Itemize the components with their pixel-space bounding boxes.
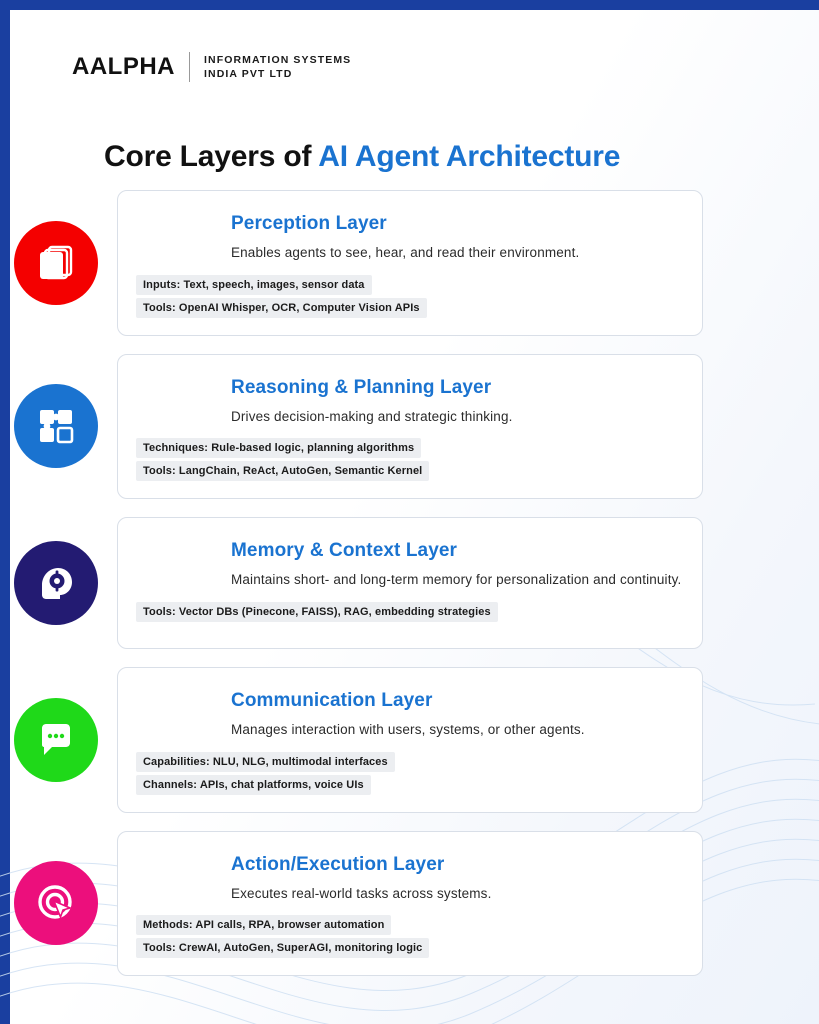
layer-title: Action/Execution Layer <box>231 853 445 875</box>
layer-chip: Tools: OpenAI Whisper, OCR, Computer Vision APIs <box>136 298 427 318</box>
layer-description: Enables agents to see, hear, and read their environment. <box>231 245 580 260</box>
layer-chip: Inputs: Text, speech, images, sensor data <box>136 275 372 295</box>
layer-chip: Tools: LangChain, ReAct, AutoGen, Semantic Kernel <box>136 461 429 481</box>
layer-card-memory <box>117 517 703 649</box>
layer-chip: Methods: API calls, RPA, browser automation <box>136 915 391 935</box>
layer-title: Memory & Context Layer <box>231 540 458 562</box>
layer-chips <box>136 915 684 961</box>
puzzle-pieces-icon <box>14 384 98 468</box>
left-accent-bar <box>0 0 10 1024</box>
logo-divider <box>189 52 190 82</box>
layer-description: Drives decision-making and strategic thinking. <box>231 408 513 424</box>
page-title-accent: AI Agent Architecture <box>318 140 621 174</box>
layer-card-perception <box>117 190 703 336</box>
chat-bubble-icon <box>14 698 98 782</box>
company-logo <box>72 52 351 82</box>
page-title <box>104 140 620 174</box>
layer-description: Executes real-world tasks across systems. <box>231 885 492 901</box>
layer-description: Maintains short- and long-term memory for personalization and continuity. <box>231 572 682 588</box>
logo-subtitle-line1: INFORMATION SYSTEMS <box>204 53 352 66</box>
layer-chips <box>136 752 684 798</box>
head-gear-icon <box>14 541 98 625</box>
logo-wordmark: AALPHA <box>72 53 175 80</box>
stacked-documents-icon <box>14 221 98 305</box>
layer-title: Reasoning & Planning Layer <box>231 376 492 398</box>
layer-chips <box>136 438 684 484</box>
page-title-lead: Core Layers of <box>104 140 319 174</box>
layer-card-reasoning <box>117 354 703 500</box>
top-accent-bar <box>0 0 819 10</box>
layer-chips <box>136 275 684 321</box>
layer-chip: Tools: CrewAI, AutoGen, SuperAGI, monitoring logic <box>136 938 429 958</box>
layer-title: Communication Layer <box>231 690 433 712</box>
layer-chip: Channels: APIs, chat platforms, voice UIs <box>136 775 371 795</box>
logo-subtitle-line2: INDIA PVT LTD <box>204 68 293 80</box>
layer-chips <box>136 602 684 625</box>
layer-title: Perception Layer <box>231 213 387 234</box>
layer-card-communication <box>117 667 703 813</box>
layer-chip: Techniques: Rule-based logic, planning algorithms <box>136 438 421 458</box>
layer-chip: Capabilities: NLU, NLG, multimodal interfaces <box>136 752 395 772</box>
target-cursor-icon <box>14 861 98 945</box>
logo-subtitle <box>204 53 351 81</box>
layer-card-action <box>117 831 703 977</box>
layer-chip: Tools: Vector DBs (Pinecone, FAISS), RAG, embedding strategies <box>136 602 498 622</box>
layer-description: Manages interaction with users, systems, or other agents. <box>231 722 585 738</box>
layers-list <box>117 190 703 994</box>
